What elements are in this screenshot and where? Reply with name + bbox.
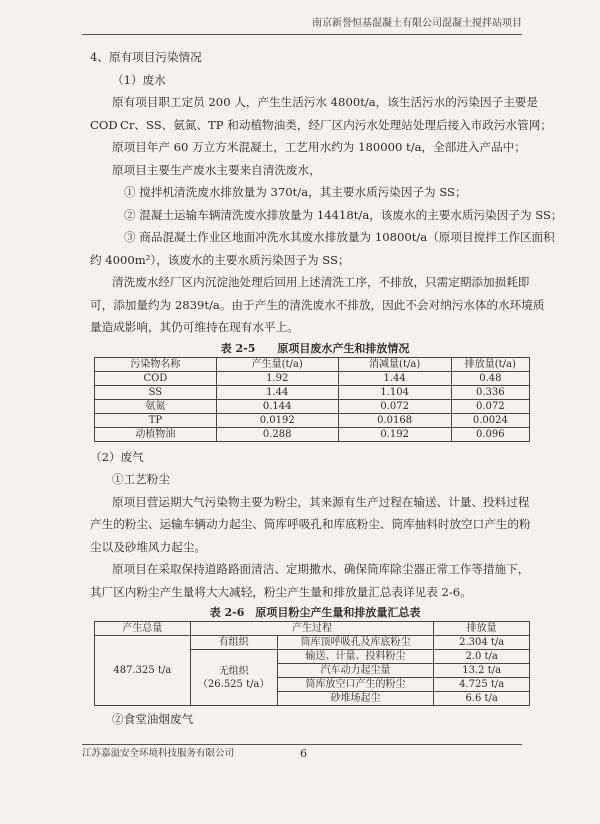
table-cell: 0.0192 <box>216 413 338 427</box>
table-cell-organized: 有组织 <box>190 636 277 650</box>
section-title: 4、原有项目污染情况 <box>90 50 202 64</box>
paragraph-domestic-sewage-line2: COD Cr、SS、氨氮、TP 和动植物油类，经厂区内污水处理站处理后接入市政污水管网； <box>90 117 552 132</box>
table-header-cell: 排放量(t/a) <box>451 357 529 371</box>
table-row <box>95 413 530 427</box>
table-header-row <box>95 357 530 371</box>
paragraph-process-water: 原项目年产 60 万立方米混凝土，工艺用水约为 180000 t/a，全部进入产品中； <box>112 140 526 154</box>
table-cell: 汽车动力起尘量 <box>277 664 434 678</box>
page-header <box>82 12 522 35</box>
table-cell: 2.304 t/a <box>434 636 530 650</box>
paragraph-dust-sources-line3: 尘以及砂堆风力起尘。 <box>90 539 206 554</box>
page-number: 6 <box>300 747 307 760</box>
table-cell: 0.336 <box>451 385 529 399</box>
table-cell: 0.0024 <box>451 413 529 427</box>
header-project-title: 南京新誉恒基混凝土有限公司混凝土搅拌站项目 <box>312 18 522 29</box>
paragraph-production-wastewater: 原项目主要生产废水主要来自清洗废水， <box>112 162 321 177</box>
table-cell: 0.072 <box>338 399 451 413</box>
table-row <box>95 371 530 385</box>
table-cell: 氨氮 <box>95 399 217 413</box>
page-footer <box>82 744 522 763</box>
list-item-mixer-washing: ① 搅拌机清洗废水排放量为 370t/a，其主要水质污染因子为 SS； <box>124 185 467 199</box>
table-2-5 <box>94 357 530 442</box>
process-dust-subheading: ①工艺粉尘 <box>112 472 170 486</box>
table-cell: 1.44 <box>338 371 451 385</box>
table-row <box>95 636 530 650</box>
paragraph-dust-sources-line1: 原项目营运期大气污染物主要为粉尘，其来源有生产过程在输送、计量、投料过程 <box>112 494 530 509</box>
table-cell: 筒库顶呼吸孔及库底粉尘 <box>277 636 434 650</box>
list-item-floor-washing-line1: ③ 商品混凝土作业区地面冲洗水其废水排放量为 10800t/a（原项目搅拌工作区面积 <box>124 230 555 244</box>
table-cell-total: 487.325 t/a <box>95 636 191 706</box>
paragraph-dust-measures-line2: 其厂区内粉尘产生量将大大减轻，粉尘产生量和排放量汇总表详见表 2-6。 <box>90 584 472 599</box>
table-header-cell: 消减量(t/a) <box>338 357 451 371</box>
table-cell: 6.6 t/a <box>434 692 530 706</box>
table-cell: 0.192 <box>338 427 451 441</box>
table-cell: SS <box>95 385 217 399</box>
paragraph-dust-sources-line2: 产生的粉尘、运输车辆动力起尘、筒库呼吸孔和库底粉尘、筒库抽料时放空口产生的粉 <box>90 517 531 531</box>
table-header-cell: 产生总量 <box>95 622 191 636</box>
paragraph-dust-measures-line1: 原项目在采取保持道路路面清洁、定期撒水、确保筒库除尘器正常工作等措施下， <box>112 562 530 576</box>
footer-company: 江苏嘉溢安全环境科技服务有限公司 <box>82 748 235 759</box>
table-cell: TP <box>95 413 217 427</box>
table-cell: 0.48 <box>451 371 529 385</box>
table-cell-unorganized <box>190 650 277 706</box>
table-cell: 砂堆场起尘 <box>277 692 434 706</box>
gas-heading: （2）废气 <box>90 449 144 464</box>
table-cell: 0.072 <box>451 399 529 413</box>
table-cell: COD <box>95 371 217 385</box>
table-cell: 4.725 t/a <box>434 678 530 692</box>
table-cell: 输送、计量、投料粉尘 <box>277 650 434 664</box>
table-cell: 2.0 t/a <box>434 650 530 664</box>
table-cell: 0.096 <box>451 427 529 441</box>
table-cell: 动植物油 <box>95 427 217 441</box>
table-cell: 0.144 <box>216 399 338 413</box>
table-cell: 0.288 <box>216 427 338 441</box>
canteen-fumes-subheading: ②食堂油烟废气 <box>112 712 194 726</box>
table-cell: 1.92 <box>216 371 338 385</box>
table-cell: 1.104 <box>338 385 451 399</box>
paragraph-recycling-line1: 清洗废水经厂区内沉淀池处理后回用上述清洗工序，不排放，只需定期添加损耗即 <box>112 275 530 289</box>
paragraph-recycling-line2: 可，添加量约为 2839t/a。由于产生的清洗废水不排放，因此不会对纳污水体的水环境质 <box>90 297 545 312</box>
table-cell: 0.0168 <box>338 413 451 427</box>
table-header-cell: 污染物名称 <box>95 357 217 371</box>
table-header-cell: 排放量 <box>434 622 530 636</box>
table-cell: 1.44 <box>216 385 338 399</box>
table-row <box>95 427 530 441</box>
table-row <box>95 399 530 413</box>
paragraph-recycling-line3: 量造成影响，其仍可维持在现有水平上。 <box>90 320 299 334</box>
table-2-6-caption: 表 2-6 原项目粉尘产生量和排放量汇总表 <box>209 606 421 619</box>
table-header-cell: 产生过程 <box>190 622 434 636</box>
page-content <box>90 46 563 731</box>
table-cell: 筒库放空口产生的粉尘 <box>277 678 434 692</box>
unorganized-label: 无组织 <box>218 665 249 677</box>
unorganized-total: （26.525 t/a） <box>197 678 270 690</box>
list-item-floor-washing-line2: 约 4000m²），该废水的主要水质污染因子为 SS； <box>90 252 350 267</box>
table-header-row <box>95 622 530 636</box>
paragraph-domestic-sewage-line1: 原有项目职工定员 200 人，产生生活污水 4800t/a，该生活污水的污染因子主要是 <box>112 95 538 109</box>
table-2-5-caption: 表 2-5 原项目废水产生和排放情况 <box>220 341 410 355</box>
list-item-vehicle-washing: ② 混凝土运输车辆清洗废水排放量为 14418t/a，该废水的主要水质污染因子为 SS； <box>124 207 563 222</box>
table-2-6 <box>94 621 530 706</box>
wastewater-heading: （1）废水 <box>112 72 166 87</box>
table-header-cell: 产生量(t/a) <box>216 357 338 371</box>
table-row <box>95 385 530 399</box>
table-cell: 13.2 t/a <box>434 664 530 678</box>
